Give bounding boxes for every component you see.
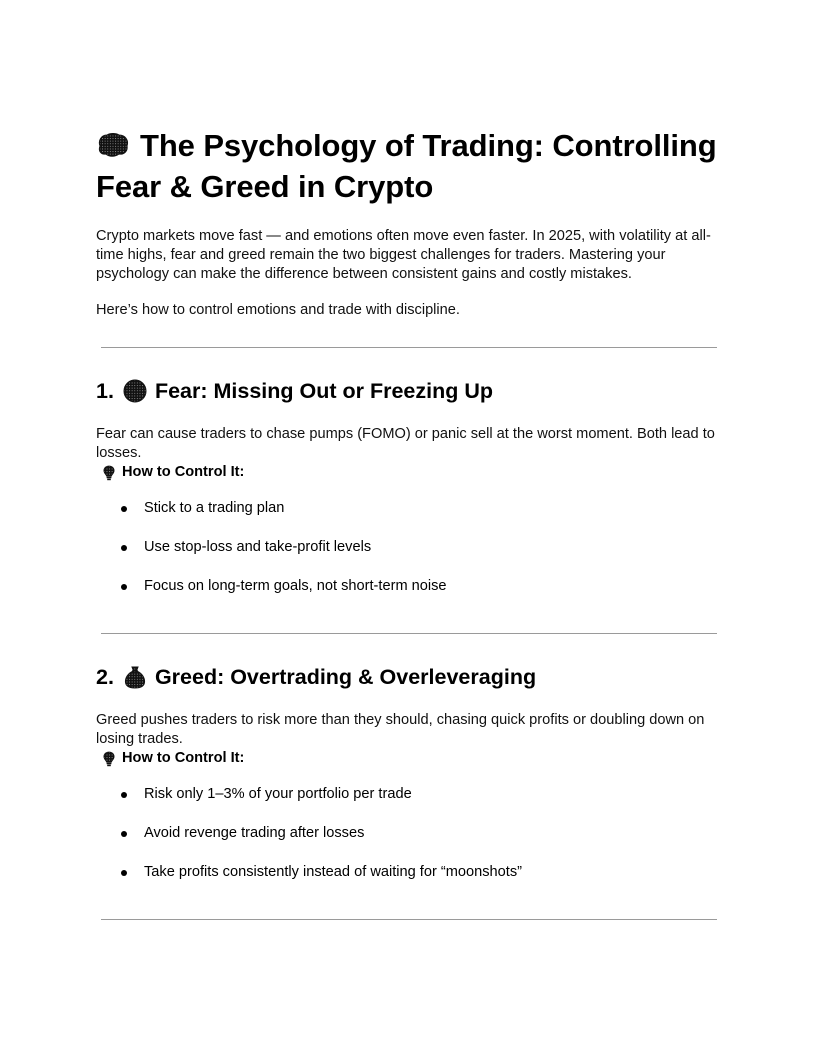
bullet-icon bbox=[121, 792, 127, 798]
section-heading bbox=[96, 663, 720, 691]
bullet-icon bbox=[121, 506, 127, 512]
section-divider bbox=[101, 919, 717, 920]
tips-list bbox=[121, 785, 720, 882]
section-body: Fear can cause traders to chase pumps (FOMO) or panic sell at the worst moment. Both lead to losses. bbox=[96, 426, 715, 461]
section-title: Fear: Missing Out or Freezing Up bbox=[154, 379, 493, 403]
section-body: Greed pushes traders to risk more than they should, chasing quick profits or doubling down on losing trades. bbox=[96, 712, 705, 747]
title-text: The Psychology of Trading: Controlling Fear & Greed in Crypto bbox=[96, 128, 717, 204]
section-fear bbox=[96, 377, 720, 633]
intro-paragraph: Crypto markets move fast — and emotions often move even faster. In 2025, with volatility at all-time highs, fear and greed remain the two biggest challenges for traders. Mastering your psychology can make the difference between consistent gains and costly mistakes. bbox=[96, 228, 711, 282]
list-item: Stick to a trading plan bbox=[121, 499, 720, 518]
section-divider bbox=[101, 347, 717, 348]
bullet-icon bbox=[121, 831, 127, 837]
section-greed bbox=[96, 663, 720, 919]
tips-list bbox=[121, 499, 720, 596]
list-item: Risk only 1–3% of your portfolio per trade bbox=[121, 785, 720, 804]
lightbulb-icon bbox=[103, 751, 115, 767]
how-to-control-label bbox=[103, 749, 720, 768]
how-to-control-text: How to Control It: bbox=[122, 750, 245, 766]
list-item: Focus on long-term goals, not short-term noise bbox=[121, 577, 720, 596]
section-heading bbox=[96, 377, 720, 405]
list-item: Use stop-loss and take-profit levels bbox=[121, 538, 720, 557]
section-number: 2. bbox=[96, 665, 114, 689]
section-number: 1. bbox=[96, 379, 114, 403]
section-title: Greed: Overtrading & Overleveraging bbox=[154, 665, 537, 689]
money-bag-icon bbox=[123, 665, 147, 689]
bullet-icon bbox=[121, 584, 127, 590]
page-title bbox=[96, 125, 720, 207]
lightbulb-icon bbox=[103, 465, 115, 481]
fearful-face-icon bbox=[123, 379, 147, 403]
how-to-control-label bbox=[103, 463, 720, 482]
how-to-control-text: How to Control It: bbox=[122, 464, 245, 480]
brain-icon bbox=[96, 132, 130, 158]
document-page bbox=[96, 125, 720, 920]
lead-paragraph: Here’s how to control emotions and trade with discipline. bbox=[96, 302, 460, 318]
section-divider bbox=[101, 633, 717, 634]
list-item: Take profits consistently instead of waiting for “moonshots” bbox=[121, 863, 720, 882]
bullet-icon bbox=[121, 545, 127, 551]
bullet-icon bbox=[121, 870, 127, 876]
list-item: Avoid revenge trading after losses bbox=[121, 824, 720, 843]
